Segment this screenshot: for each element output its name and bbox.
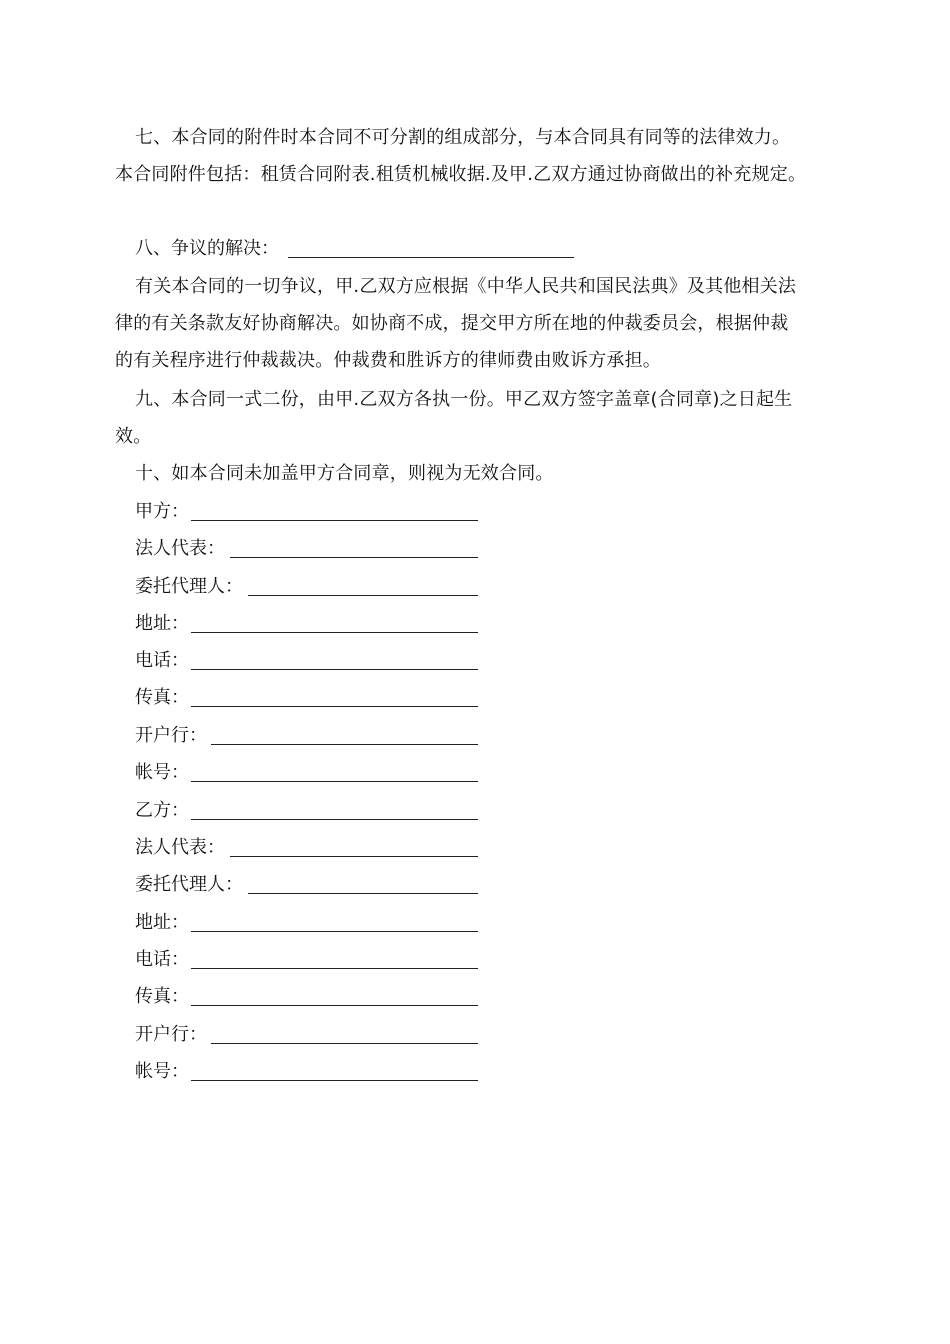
party-b-bank-row [135,1023,207,1047]
party-b-fax-blank [191,1005,478,1006]
party-b-address-row [135,911,189,935]
party-b-agent-label: 委托代理人： [135,874,243,895]
clause8-line2: 律的有关条款友好协商解决。如协商不成，提交甲方所在地的仲裁委员会，根据仲裁 [115,313,789,334]
party-a-address-row [135,612,189,636]
party-a-legal-rep-label: 法人代表： [135,538,225,559]
party-a-phone-row [135,649,189,673]
party-a-fax-label: 传真： [135,687,189,708]
party-a-legal-rep-row [135,537,225,561]
clause9-line2: 效。 [115,426,152,447]
party-a-fax-blank [191,706,478,707]
party-a-legal-rep-blank [230,557,478,558]
clause8-heading-row [135,237,279,261]
party-b-account-row [135,1060,189,1084]
party-a-label: 甲方： [135,501,189,522]
party-b-fax-row [135,985,189,1009]
party-b-legal-rep-blank [230,856,478,857]
party-a-row [135,500,189,524]
party-b-phone-label: 电话： [135,949,189,970]
party-b-row [135,799,189,823]
party-a-phone-label: 电话： [135,650,189,671]
party-a-account-label: 帐号： [135,762,189,783]
dispute-resolution-blank [288,257,574,258]
party-b-legal-rep-row [135,836,225,860]
party-a-agent-label: 委托代理人： [135,576,243,597]
clause9-line1: 九、本合同一式二份，由甲.乙双方各执一份。甲乙双方签字盖章(合同章)之日起生 [135,389,793,410]
party-a-bank-row [135,724,207,748]
party-b-address-label: 地址： [135,912,189,933]
party-a-fax-row [135,686,189,710]
party-b-bank-label: 开户行： [135,1024,207,1045]
party-b-address-blank [191,931,478,932]
party-a-agent-row [135,575,243,599]
clause7-line2: 本合同附件包括：租赁合同附表.租赁机械收据.及甲.乙双方通过协商做出的补充规定。 [115,164,807,185]
party-a-account-row [135,761,189,785]
party-a-address-blank [191,632,478,633]
clause7-line1: 七、本合同的附件时本合同不可分割的组成部分，与本合同具有同等的法律效力。 [135,127,791,148]
party-a-agent-blank [248,595,478,596]
clause10-line1: 十、如本合同未加盖甲方合同章，则视为无效合同。 [135,463,554,484]
party-a-bank-blank [211,744,478,745]
party-a-blank [191,520,478,521]
clause8-heading: 八、争议的解决： [135,238,279,259]
party-b-agent-row [135,873,243,897]
party-b-account-label: 帐号： [135,1061,189,1082]
party-b-phone-blank [191,968,478,969]
party-b-legal-rep-label: 法人代表： [135,837,225,858]
party-b-blank [191,819,478,820]
party-a-bank-label: 开户行： [135,725,207,746]
party-b-phone-row [135,948,189,972]
party-a-account-blank [191,781,478,782]
party-b-agent-blank [248,893,478,894]
party-b-fax-label: 传真： [135,986,189,1007]
party-a-phone-blank [191,669,478,670]
party-b-bank-blank [211,1043,478,1044]
clause8-line3: 的有关程序进行仲裁裁决。仲裁费和胜诉方的律师费由败诉方承担。 [115,350,661,371]
party-a-address-label: 地址： [135,613,189,634]
party-b-account-blank [191,1080,478,1081]
clause8-line1: 有关本合同的一切争议，甲.乙双方应根据《中华人民共和国民法典》及其他相关法 [135,276,797,297]
party-b-label: 乙方： [135,800,189,821]
